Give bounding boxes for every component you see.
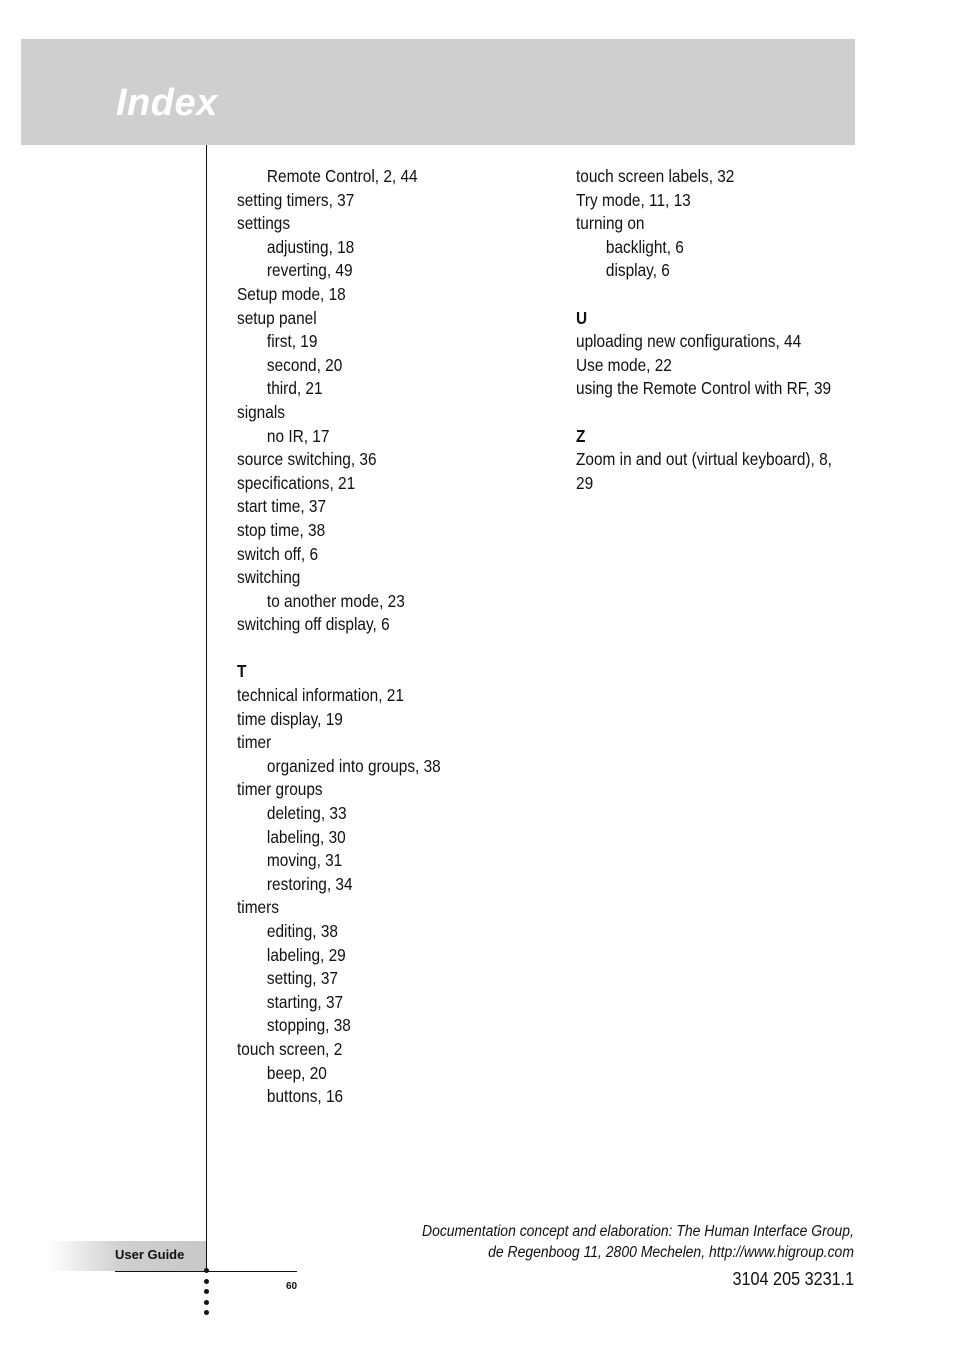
user-guide-label: User Guide	[115, 1247, 185, 1262]
index-subentry: backlight, 6	[605, 236, 684, 257]
index-subentry: beep, 20	[266, 1062, 327, 1083]
index-subentry: labeling, 29	[266, 944, 346, 965]
documentation-credit	[422, 1221, 854, 1263]
credit-line-1: Documentation concept and elaboration: The Human Interface Group,	[422, 1223, 854, 1240]
index-entry: specifications, 21	[237, 472, 356, 493]
index-entry: setting timers, 37	[237, 189, 355, 210]
margin-rule	[206, 145, 207, 1272]
index-subentry: restoring, 34	[266, 873, 353, 894]
index-entry: switching off display, 6	[237, 614, 390, 635]
index-column-left	[237, 165, 441, 1109]
index-entry: touch screen labels, 32	[576, 166, 735, 186]
index-entry: switching	[237, 567, 301, 588]
dot-icon	[204, 1279, 209, 1284]
index-entry: Use mode, 22	[576, 354, 672, 375]
index-entry: turning on	[576, 213, 645, 234]
dot-icon	[204, 1289, 209, 1294]
index-subentry: third, 21	[266, 378, 323, 399]
index-entry: Setup mode, 18	[237, 283, 346, 304]
index-entry: timer groups	[237, 779, 323, 800]
index-entry: Try mode, 11, 13	[576, 189, 691, 210]
index-subentry: display, 6	[605, 260, 670, 281]
index-entry: switch off, 6	[237, 543, 319, 564]
index-entry: using the Remote Control with RF, 39	[576, 378, 832, 399]
index-entry: Zoom in and out (virtual keyboard), 8,	[576, 449, 832, 470]
index-subentry: adjusting, 18	[266, 236, 355, 257]
index-entry: time display, 19	[237, 708, 343, 729]
index-entry: 29	[576, 472, 594, 493]
index-letter-heading: Z	[576, 425, 586, 446]
index-entry: signals	[237, 401, 285, 422]
index-entry: timer	[237, 732, 272, 753]
index-spacer	[576, 401, 832, 425]
page-number: 60	[286, 1281, 298, 1292]
credit-line-2: de Regenboog 11, 2800 Mechelen, http://www.higroup.com	[488, 1244, 854, 1261]
index-subentry: first, 19	[266, 331, 318, 352]
page-title: Index	[116, 82, 218, 124]
index-subentry: moving, 31	[266, 850, 343, 871]
index-subentry: editing, 38	[266, 921, 338, 941]
index-subentry: stopping, 38	[266, 1015, 351, 1036]
dot-icon	[204, 1268, 209, 1273]
index-spacer	[576, 283, 832, 307]
index-entry: uploading new configurations, 44	[576, 331, 802, 352]
index-entry: touch screen, 2	[237, 1038, 343, 1059]
index-subentry: deleting, 33	[266, 803, 347, 824]
index-column-right	[576, 165, 832, 495]
dot-icon	[204, 1300, 209, 1305]
index-subentry: organized into groups, 38	[266, 755, 441, 776]
index-entry: setup panel	[237, 307, 317, 328]
index-subentry: to another mode, 23	[266, 590, 405, 611]
index-entry: settings	[237, 213, 291, 234]
decorative-dots	[203, 1268, 210, 1321]
index-entry: start time, 37	[237, 496, 327, 517]
index-entry: stop time, 38	[237, 519, 326, 540]
index-entry: technical information, 21	[237, 685, 404, 706]
index-entry: timers	[237, 897, 279, 918]
index-subentry: starting, 37	[266, 991, 344, 1012]
dot-icon	[204, 1310, 209, 1315]
document-number: 3104 205 3231.1	[732, 1269, 854, 1289]
index-subentry: reverting, 49	[266, 260, 353, 281]
index-subentry: no IR, 17	[266, 425, 330, 446]
index-letter-heading: T	[237, 661, 247, 682]
index-spacer	[237, 637, 441, 661]
index-subentry: labeling, 30	[266, 826, 346, 847]
index-entry: source switching, 36	[237, 449, 377, 470]
index-letter-heading: U	[576, 307, 588, 328]
index-subentry: buttons, 16	[266, 1086, 344, 1107]
index-subentry: setting, 37	[266, 968, 338, 989]
index-subentry: second, 20	[266, 354, 343, 375]
index-subentry: Remote Control, 2, 44	[266, 166, 418, 186]
